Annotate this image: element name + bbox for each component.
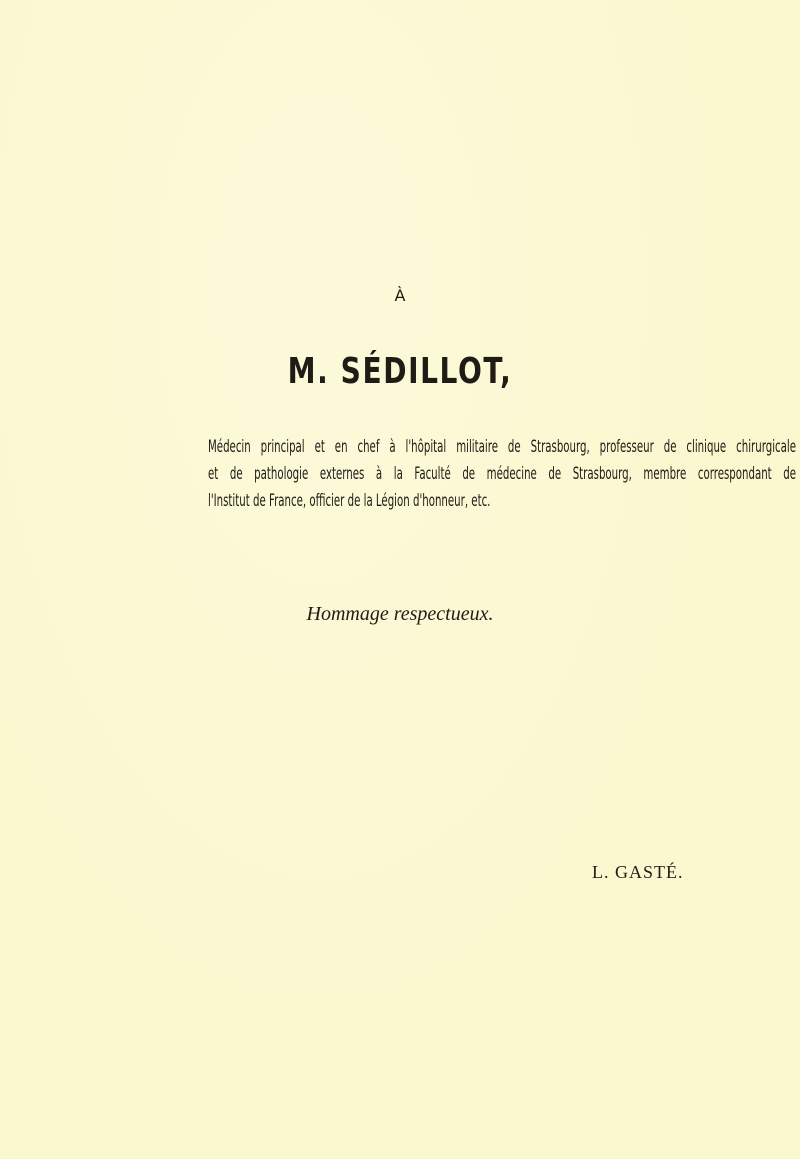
dedication-to: À: [394, 286, 406, 305]
title-line: Médecin principal et en chef à l'hôpital militaire de Strasbourg, professeur de clinique chirurgicale: [208, 437, 796, 457]
dedicatee-titles: [208, 434, 796, 515]
dedicatee-name: M. SÉDILLOT,: [287, 351, 513, 392]
author-signature: L. GASTÉ.: [592, 862, 684, 882]
tribute-text: Hommage respectueux.: [306, 603, 494, 625]
title-line: l'Institut de France, officier de la Légion d'honneur, etc.: [208, 491, 491, 511]
title-line: et de pathologie externes à la Faculté de médecine de Strasbourg, membre correspondant de: [208, 464, 796, 484]
